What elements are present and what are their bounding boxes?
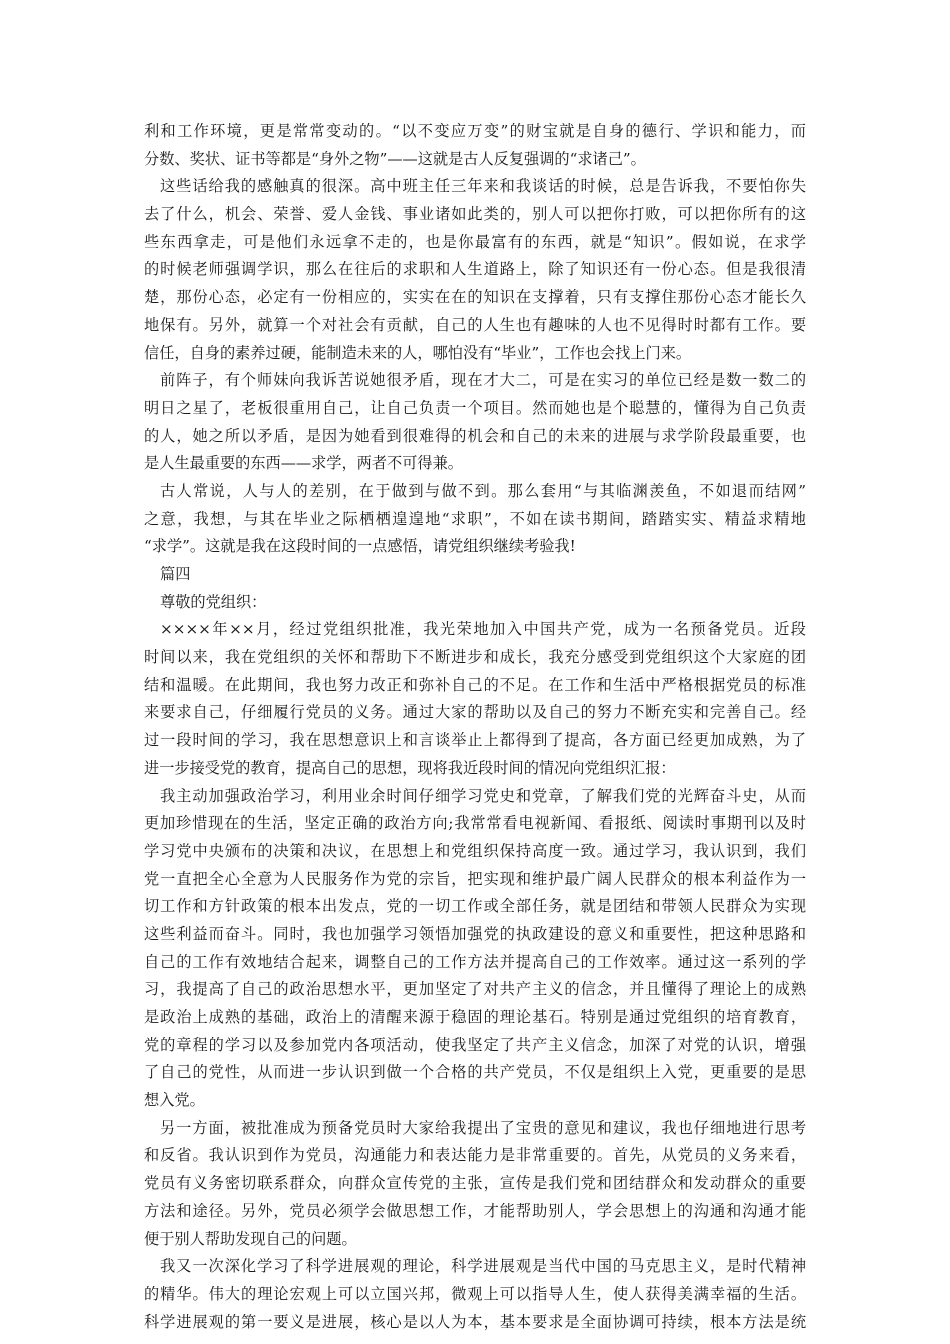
text-line: 和反省。我认识到作为党员，沟通能力和表达能力是非常重要的。首先，从党员的义务来看，	[144, 1146, 806, 1165]
text-line: 党一直把全心全意为人民服务作为党的宗旨，把实现和维护最广阔人民群众的根本利益作为一	[144, 869, 806, 888]
text-line: 切工作和方针政策的根本出发点，党的一切工作或全部任务，就是团结和带领人民群众为实现	[144, 897, 806, 916]
text-line: 进一步接受党的教育，提高自己的思想，现将我近段时间的情况向党组织汇报：	[144, 758, 676, 777]
text-line: 我又一次深化学习了科学进展观的理论，科学进展观是当代中国的马克思主义，是时代精神	[160, 1257, 806, 1276]
text-line: 便于别人帮助发现自己的问题。	[144, 1229, 357, 1248]
text-line: 科学进展观的第一要义是进展，核心是以人为本，基本要求是全面协调可持续，根本方法是统	[144, 1312, 806, 1331]
text-line: 古人常说，人与人的差别，在于做到与做不到。那么套用“与其临渊羡鱼，不如退而结网”	[160, 481, 806, 500]
text-line: 来要求自己，仔细履行党员的义务。通过大家的帮助以及自己的努力不断充实和完善自己。经	[144, 703, 806, 722]
text-line: ××××年××月，经过党组织批准，我光荣地加入中国共产党，成为一名预备党员。近段	[160, 620, 806, 639]
text-line: 结和温暖。在此期间，我也努力改正和弥补自己的不足。在工作和生活中严格根据党员的标准	[144, 675, 806, 694]
text-line: 党员有义务密切联系群众，向群众宣传党的主张，宣传是我们党和团结群众和发动群众的重要	[144, 1174, 806, 1193]
text-line: 学习党中央颁布的决策和决议，在思想上和党组织保持高度一致。通过学习，我认识到，我们	[144, 841, 806, 860]
text-line: 地保有。另外，就算一个对社会有贡献，自己的人生也有趣味的人也不见得时时都有工作。要	[144, 315, 806, 334]
text-line: 过一段时间的学习，我在思想意识上和言谈举止上都得到了提高，各方面已经更加成熟，为了	[144, 731, 806, 750]
text-line: 更加珍惜现在的生活，坚定正确的政治方向;我常常看电视新闻、看报纸、阅读时事期刊以及时	[144, 814, 806, 833]
text-line: 楚，那份心态，必定有一份相应的，实实在在的知识在支撑着，只有支撑住那份心态才能长久	[144, 288, 806, 307]
text-line: 习，我提高了自己的政治思想水平，更加坚定了对共产主义的信念，并且懂得了理论上的成熟	[144, 980, 806, 999]
text-line: 是政治上成熟的基础，政治上的清醒来源于稳固的理论基石。特别是通过党组织的培育教育，	[144, 1008, 806, 1026]
text-line: 之意，我想，与其在毕业之际栖栖遑遑地“求职”，不如在读书期间，踏踏实实、精益求精地	[144, 509, 806, 528]
text-line: 前阵子，有个师妹向我诉苦说她很矛盾，现在才大二，可是在实习的单位已经是数一数二的	[160, 371, 806, 390]
text-line: 些东西拿走，可是他们永远拿不走的，也是你最富有的东西，就是“知识”。假如说，在求学	[144, 232, 806, 251]
text-line: 我主动加强政治学习，利用业余时间仔细学习党史和党章，了解我们党的光辉奋斗史，从而	[160, 786, 806, 805]
text-line: “求学”。这就是我在这段时间的一点感悟，请党组织继续考验我!	[144, 537, 576, 556]
text-line: 去了什么，机会、荣誉、爱人金钱、事业诸如此类的，别人可以把你打败，可以把你所有的这	[144, 205, 806, 224]
text-line: 自己的工作有效地结合起来，调整自己的工作方法并提高自己的工作效率。通过这一系列的学	[144, 952, 806, 971]
text-line: 是人生最重要的东西——求学，两者不可得兼。	[144, 454, 463, 473]
text-line: 党的章程的学习以及参加党内各项活动，使我坚定了共产主义信念，加深了对党的认识，增强	[144, 1035, 806, 1054]
document-page	[144, 118, 806, 1336]
text-line: 想入党。	[144, 1091, 205, 1110]
text-line: 这些利益而奋斗。同时，我也加强学习领悟加强党的执政建设的意义和重要性，把这种思路和	[144, 924, 806, 943]
text-line: 利和工作环境，更是常常变动的。“以不变应万变”的财宝就是自身的德行、学识和能力，而	[144, 122, 806, 140]
text-line: 时间以来，我在党组织的关怀和帮助下不断进步和成长，我充分感受到党组织这个大家庭的团	[144, 648, 806, 667]
text-line: 的精华。伟大的理论宏观上可以立国兴邦，微观上可以指导人生，使人获得美满幸福的生活。	[144, 1284, 806, 1303]
text-line: 另一方面，被批准成为预备党员时大家给我提出了宝贵的意见和建议，我也仔细地进行思考	[160, 1118, 806, 1137]
text-line: 分数、奖状、证书等都是“身外之物”——这就是古人反复强调的“求诸己”。	[144, 149, 646, 168]
text-line: 尊敬的党组织：	[160, 592, 267, 611]
text-line: 方法和途径。另外，党员必须学会做思想工作，才能帮助别人，学会思想上的沟通和沟通才能	[144, 1201, 806, 1220]
text-line: 信任，自身的素养过硬，能制造未来的人，哪怕没有“毕业”，工作也会找上门来。	[144, 343, 692, 362]
text-line: 的人，她之所以矛盾，是因为她看到很难得的机会和自己的未来的进展与求学阶段最重要，也	[144, 426, 806, 445]
text-line: 的时候老师强调学识，那么在往后的求职和人生道路上，除了知识还有一份心态。但是我很清	[144, 260, 806, 279]
text-line: 篇四	[160, 565, 191, 583]
text-line: 明日之星了，老板很重用自己，让自己负责一个项目。然而她也是个聪慧的，懂得为自己负责	[144, 398, 806, 417]
text-line: 了自己的党性，从而进一步认识到做一个合格的共产党员，不仅是组织上入党，更重要的是思	[144, 1063, 806, 1082]
text-line: 这些话给我的感触真的很深。高中班主任三年来和我谈话的时候，总是告诉我，不要怕你失	[160, 177, 806, 196]
